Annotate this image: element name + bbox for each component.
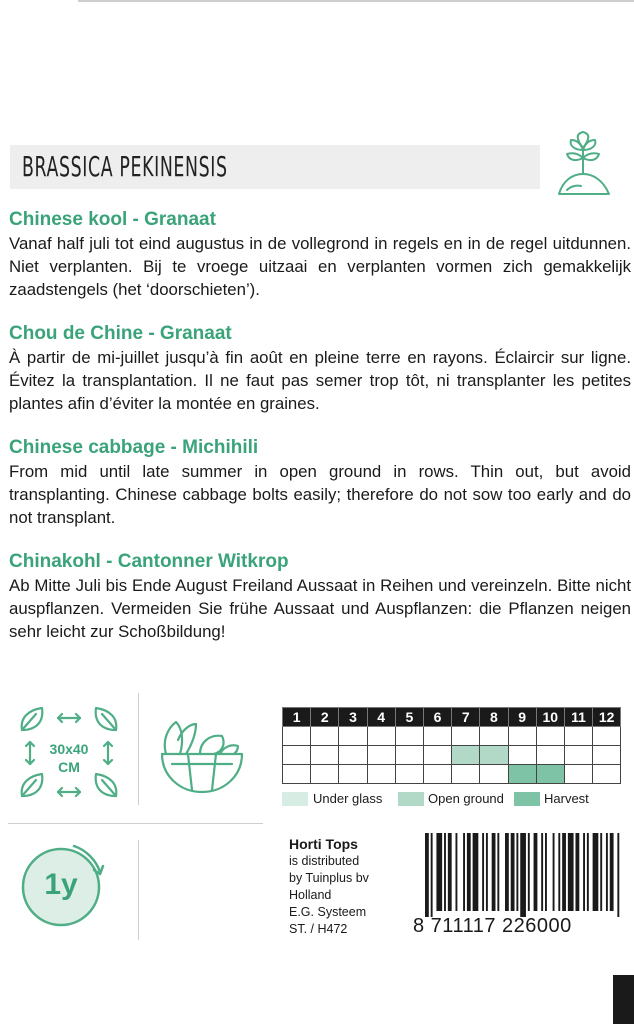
top-border-line — [78, 0, 634, 2]
grid-divider-vertical — [138, 693, 139, 805]
barcode-bar — [583, 833, 585, 911]
calendar-cell — [283, 765, 311, 784]
barcode-bar — [473, 833, 479, 911]
brand-name: Horti Tops — [289, 836, 358, 852]
species-name: BRASSICA PEKINENSIS — [22, 150, 228, 183]
barcode-bar — [562, 833, 566, 911]
barcode-bar — [610, 833, 614, 911]
calendar-cell — [593, 727, 621, 746]
calendar-month-5: 5 — [395, 708, 423, 727]
distributor-line: Holland — [289, 888, 332, 902]
sowing-calendar — [282, 707, 621, 784]
legend-label-harvest: Harvest — [544, 791, 589, 806]
grid-divider-horizontal — [8, 823, 263, 824]
calendar-month-3: 3 — [339, 708, 367, 727]
distributor-line: ST. / H472 — [289, 922, 348, 936]
calendar-cell — [423, 746, 451, 765]
calendar-cell — [593, 765, 621, 784]
section-title: Chou de Chine - Granaat — [9, 323, 232, 344]
barcode-number: 8 711117 226000 — [413, 915, 572, 937]
barcode-bar — [617, 833, 619, 917]
barcode-bar — [575, 833, 579, 911]
calendar-row-harvest — [283, 765, 621, 784]
calendar-cell — [564, 746, 592, 765]
calendar-cell — [480, 765, 508, 784]
barcode-bar — [520, 833, 526, 917]
barcode-bar — [528, 833, 530, 911]
barcode-bar — [455, 833, 457, 911]
calendar-cell — [508, 746, 536, 765]
barcode-bar — [467, 833, 471, 911]
barcode-bar — [463, 833, 465, 911]
barcode-bar — [516, 833, 518, 911]
barcode-bar — [558, 833, 560, 911]
barcode-bar — [505, 833, 509, 911]
calendar-cell — [593, 746, 621, 765]
calendar-legend — [282, 790, 622, 810]
calendar-cell — [395, 727, 423, 746]
lifecycle-label: 1y — [44, 868, 78, 901]
calendar-cell — [367, 765, 395, 784]
calendar-cell — [452, 746, 480, 765]
barcode-bar — [568, 833, 574, 911]
calendar-cell — [367, 746, 395, 765]
calendar-row-open-ground — [283, 746, 621, 765]
spacing-unit: CM — [58, 759, 80, 775]
calendar-cell — [339, 727, 367, 746]
barcode-bar — [553, 833, 555, 911]
distributor-line: is distributed — [289, 854, 360, 868]
barcode-bar — [600, 833, 602, 911]
section-french — [9, 322, 631, 415]
distributor-info — [289, 836, 369, 938]
barcode-bar — [541, 833, 543, 911]
calendar-cell — [508, 727, 536, 746]
barcode-bar — [497, 833, 499, 911]
section-title: Chinese kool - Granaat — [9, 209, 216, 230]
spacing-panel — [10, 700, 128, 808]
calendar-cell — [311, 746, 339, 765]
spacing-value: 30x40 — [49, 741, 89, 757]
section-title: Chinese cabbage - Michihili — [9, 437, 259, 458]
calendar-cell — [536, 746, 564, 765]
distributor-line: E.G. Systeem — [289, 905, 367, 919]
calendar-cell — [367, 727, 395, 746]
barcode-bar — [587, 833, 589, 911]
section-english — [9, 436, 631, 529]
calendar-cell — [339, 765, 367, 784]
legend-swatch-under-glass — [282, 792, 308, 806]
barcode-bar — [431, 833, 433, 917]
calendar-month-8: 8 — [480, 708, 508, 727]
barcode-bar — [436, 833, 442, 911]
barcode-bar — [425, 833, 429, 917]
calendar-month-9: 9 — [508, 708, 536, 727]
calendar-cell — [311, 765, 339, 784]
section-title: Chinakohl - Cantonner Witkrop — [9, 551, 289, 572]
barcode-bar — [545, 833, 547, 911]
calendar-cell — [395, 746, 423, 765]
calendar-cell — [395, 765, 423, 784]
barcode-bar — [486, 833, 488, 911]
calendar-cell — [339, 746, 367, 765]
calendar-cell — [564, 765, 592, 784]
calendar-cell — [423, 727, 451, 746]
section-text: Ab Mitte Juli bis Ende August Freiland Aussaat in Reihen und vereinzeln. Bitte nicht auspflanzen. Vermeiden Sie frühe Aussaat und Auspflanzen: die Pflanzen neigen sehr leicht zur Schoßbildung! — [9, 576, 631, 641]
calendar-month-4: 4 — [367, 708, 395, 727]
calendar-cell — [480, 746, 508, 765]
section-text: From mid until late summer in open ground in rows. Thin out, but avoid transplanting. Chinese cabbage bolts easily; therefore do not sow too early and do not transplant. — [9, 462, 631, 527]
calendar-cell — [536, 727, 564, 746]
barcode-bar — [511, 833, 515, 911]
barcode-bar — [593, 833, 599, 911]
barcode-bar — [448, 833, 452, 911]
barcode-bar — [534, 833, 538, 911]
legend-label-under-glass: Under glass — [313, 791, 383, 806]
barcode-bar — [482, 833, 484, 911]
calendar-month-6: 6 — [423, 708, 451, 727]
vegetable-bowl-icon — [152, 710, 252, 800]
grid-divider-vertical — [138, 840, 139, 940]
calendar-cell — [283, 727, 311, 746]
barcode-bar — [492, 833, 496, 911]
section-german — [9, 550, 631, 643]
calendar-month-10: 10 — [536, 708, 564, 727]
calendar-cell — [452, 727, 480, 746]
calendar-month-2: 2 — [311, 708, 339, 727]
section-dutch — [9, 208, 631, 301]
legend-swatch-harvest — [514, 792, 540, 806]
black-edge-bar — [613, 975, 634, 1024]
section-text: Vanaf half juli tot eind augustus in de vollegrond in regels en in de regel uitdunnen. Niet verplanten. Bij te vroege uitzaai en verplanten vormen zich gemakkelijk zaadstengels (het ‘doorschieten’). — [9, 234, 631, 299]
barcode-bar — [606, 833, 608, 911]
lifecycle-panel — [14, 838, 108, 932]
sprout-icon — [553, 128, 613, 200]
calendar-month-1: 1 — [283, 708, 311, 727]
calendar-cell — [564, 727, 592, 746]
calendar-cell — [423, 765, 451, 784]
calendar-row-under-glass — [283, 727, 621, 746]
barcode-icon — [425, 833, 625, 917]
calendar-cell — [283, 746, 311, 765]
calendar-month-11: 11 — [564, 708, 592, 727]
calendar-month-12: 12 — [593, 708, 621, 727]
calendar-month-7: 7 — [452, 708, 480, 727]
distributor-line: by Tuinplus bv — [289, 871, 369, 885]
calendar-cell — [536, 765, 564, 784]
legend-label-open-ground: Open ground — [428, 791, 504, 806]
calendar-cell — [311, 727, 339, 746]
section-text: À partir de mi-juillet jusqu’à fin août en pleine terre en rayons. Éclaircir sur ligne. Évitez la transplantation. Il ne faut pas semer trop tôt, ni transplanter les petites plantes afin d’éviter la montée en graines. — [9, 348, 631, 413]
legend-swatch-open-ground — [398, 792, 424, 806]
calendar-cell — [480, 727, 508, 746]
barcode-bar — [444, 833, 446, 911]
calendar-cell — [452, 765, 480, 784]
calendar-cell — [508, 765, 536, 784]
calendar-header-row — [283, 708, 621, 727]
